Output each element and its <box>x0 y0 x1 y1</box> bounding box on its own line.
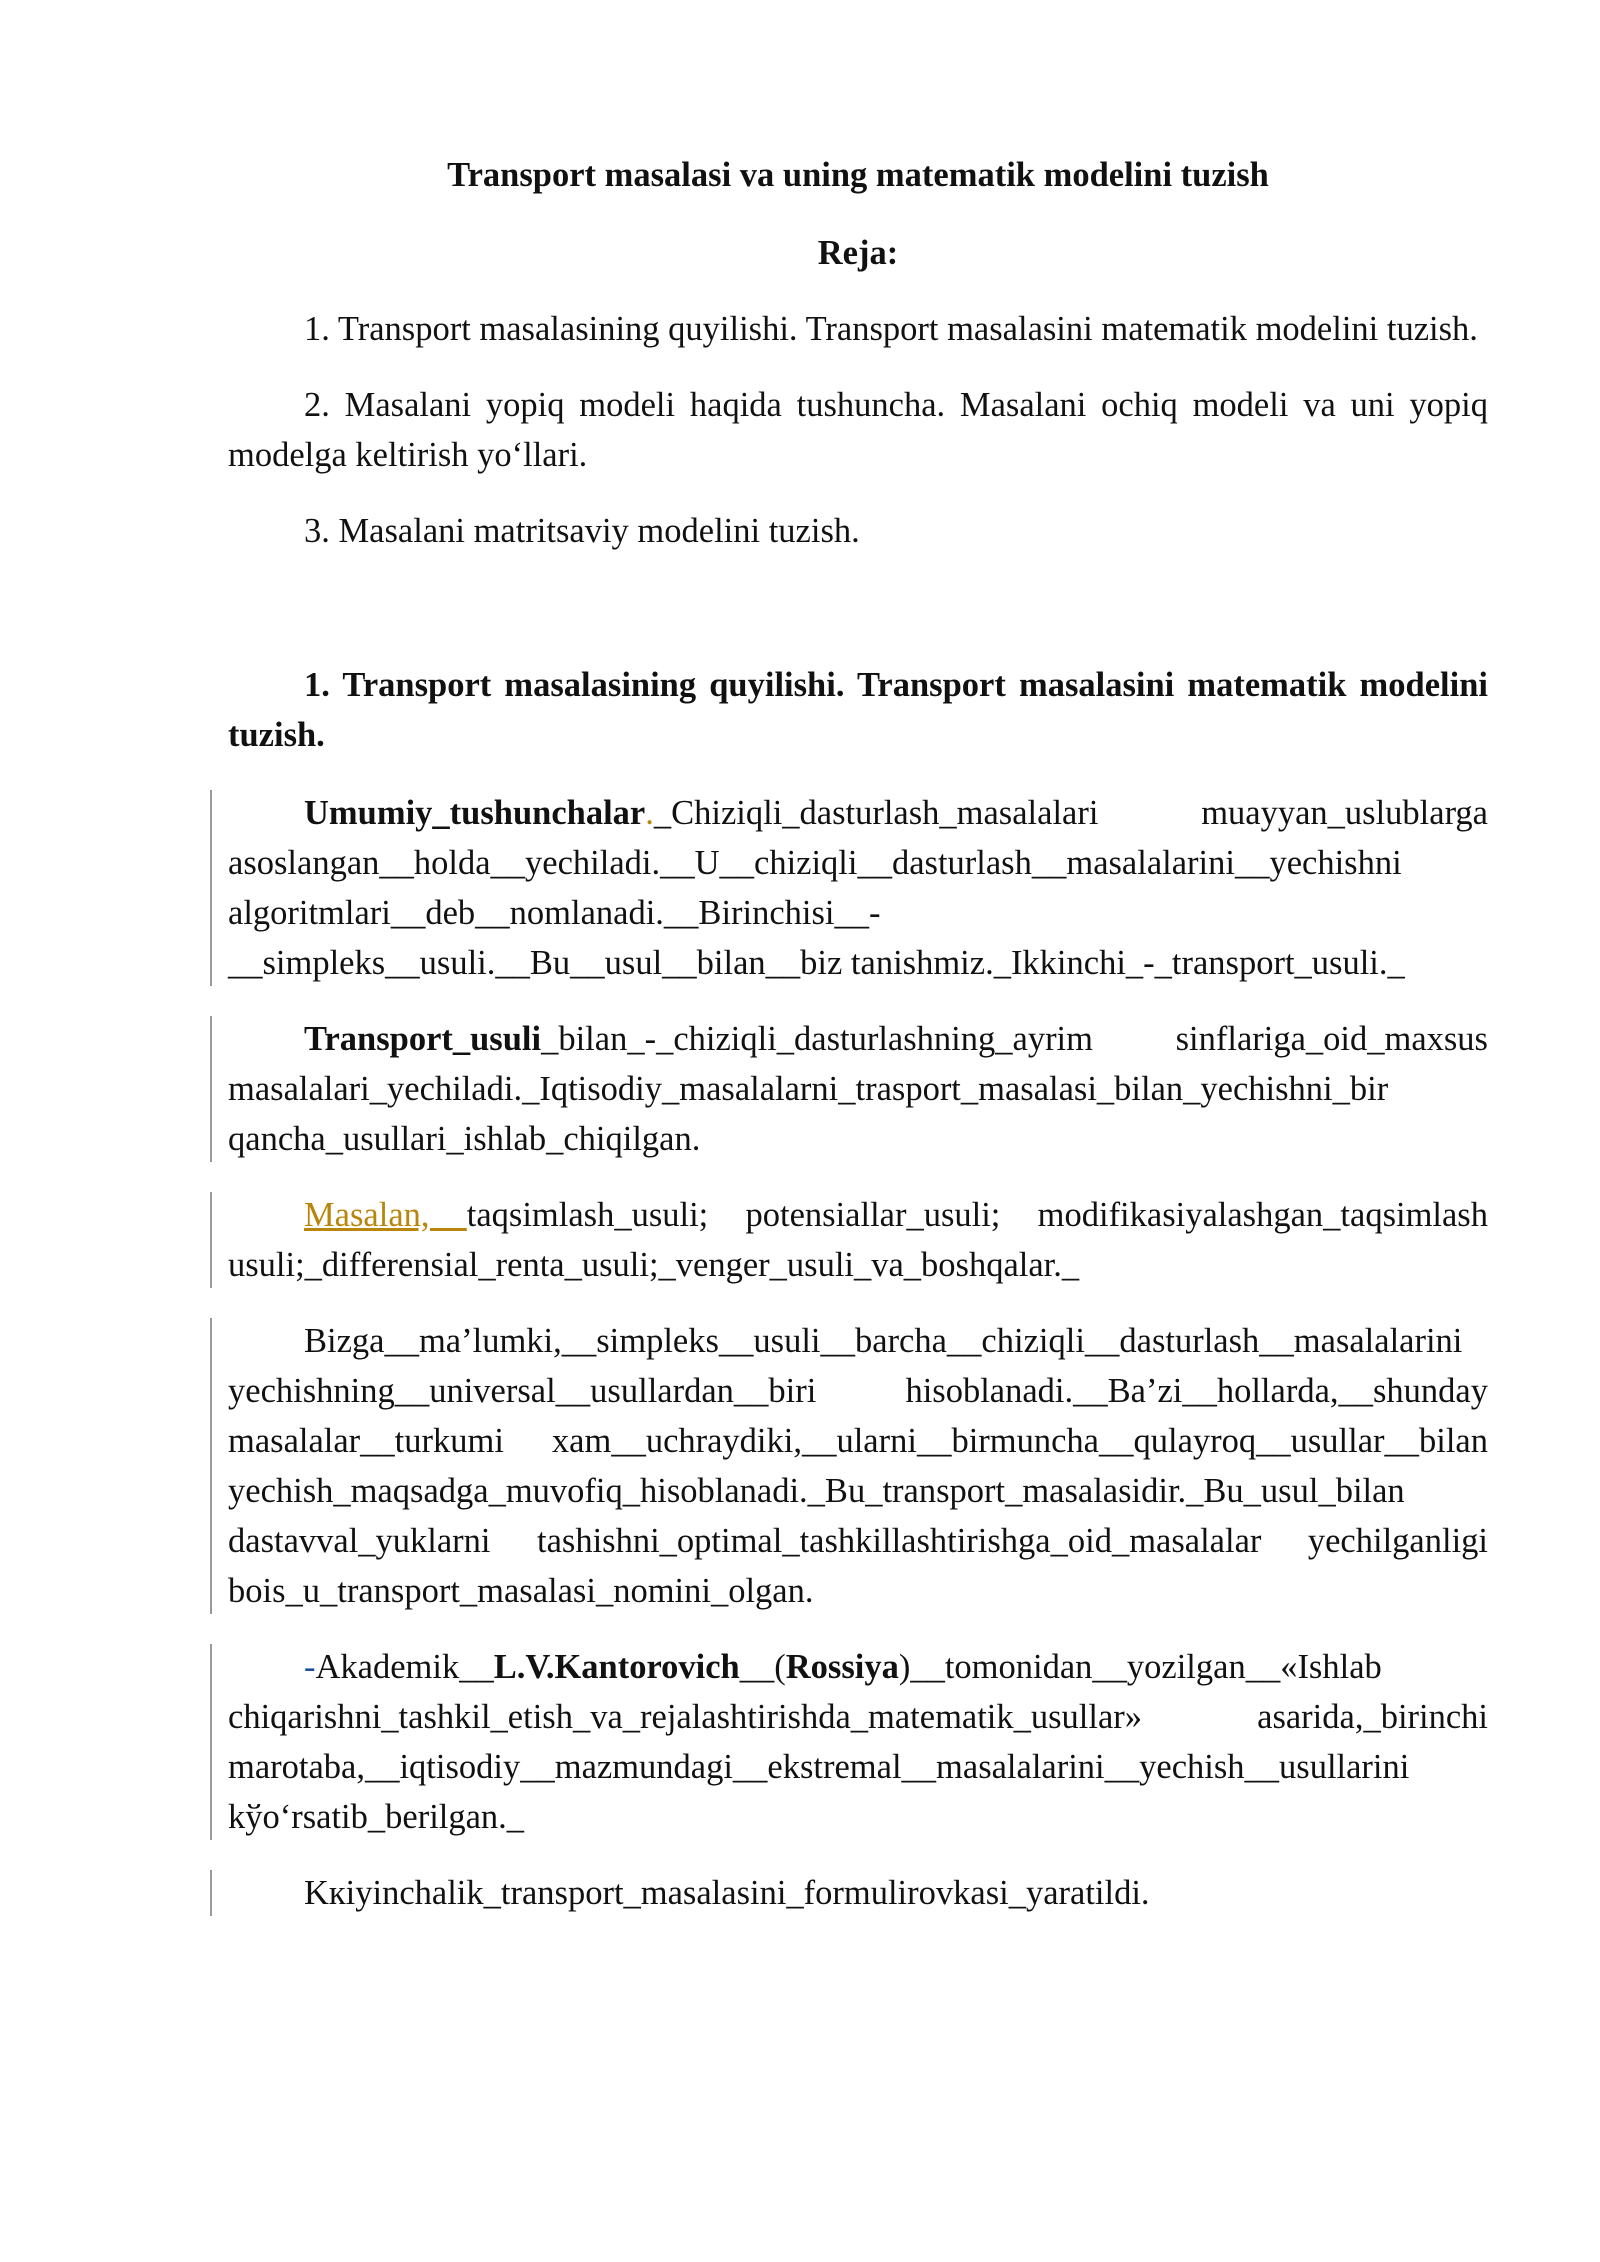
paragraph-text: taqsimlash_usuli; potensiallar_usuli; modifikasiyalashgan_taqsimlash usuli;_differensial_renta_usuli;_venger_usuli_va_boshqalar._ <box>228 1196 1488 1284</box>
paragraph-text: Bizga__ma’lumki,__simpleks__usuli__barcha__chiziqli__dasturlash__masalalarini yechishning__universal__usullardan__biri hisoblanadi.__Ba’zi__hollarda,__shunday masalalar__turkumi xam__uchraydiki,__ularni__birmuncha__qulayroq__usullar__bilan yechish_maqsadga_muvofiq_hisoblanadi._Bu_transport_masalasidir._Bu_usul_bilan dastavval_yuklarni tashishni_optimal_tashkillashtirishga_oid_masalalar yechilganligi bois_u_transport_masalasi_nomini_olgan. <box>228 1322 1488 1610</box>
paragraph-simplex <box>228 1316 1488 1616</box>
tracked-deletion-mark: - <box>304 1648 316 1686</box>
plan-item-1: 1. Transport masalasining quyilishi. Transport masalasini matematik modelini tuzish. <box>304 310 1478 348</box>
paragraph-general-concepts <box>228 788 1488 988</box>
plan-item-2: 2. Masalani yopiq modeli haqida tushuncha. Masalani ochiq modeli va uni yopiq modelga keltirish yo‘llari. <box>228 386 1488 474</box>
paragraph-text-before: Akademik__ <box>315 1648 494 1686</box>
paragraph-transport-method <box>228 1014 1488 1164</box>
document-title: Transport masalasi va uning matematik modelini tuzish <box>447 156 1269 194</box>
paragraph-examples <box>228 1190 1488 1290</box>
tracked-change-mark: . <box>645 794 654 832</box>
paragraph-kantorovich <box>228 1642 1488 1842</box>
paragraph-text-after: )__tomonidan__yozilgan__«Ishlab chiqarishni_tashkil_etish_va_rejalashtirishda_matematik_usullar» asarida,_birinchi marotaba,__iqtisodiy__mazmundagi__ekstremal__masalalarini__yechish__usullarini kўo‘rsatib_berilgan._ <box>228 1648 1488 1836</box>
plan-heading: Reja: <box>817 234 899 272</box>
author-name: L.V.Kantorovich <box>493 1648 740 1686</box>
paragraph-text-mid: __( <box>739 1648 786 1686</box>
paragraph-lead: Transport_usuli <box>304 1020 542 1058</box>
paragraph-text: _bilan_-_chiziqli_dasturlashning_ayrim sinflariga_oid_maxsus masalalari_yechiladi._Iqtisodiy_masalalarni_trasport_masalasi_bilan_yechishni_bir qancha_usullari_ishlab_chiqilgan. <box>228 1020 1488 1158</box>
paragraph-text: _Chiziqli_dasturlash_masalalari muayyan_uslublarga asoslangan__holda__yechiladi.__U__chiziqli__dasturlash__masalalarini__yechishni algoritmlari__deb__nomlanadi.__Birinchisi__-__simpleks__usuli.__Bu__usul__bilan__biz tanishmiz._Ikkinchi_-_transport_usuli._ <box>228 794 1488 982</box>
paragraph-lead: Umumiy_tushunchalar <box>304 794 646 832</box>
tracked-insertion: Masalan, <box>304 1196 467 1234</box>
country-name: Rossiya <box>785 1648 899 1686</box>
document-page <box>228 150 1488 1944</box>
paragraph-text: Kкiyinchalik_transport_masalasini_formulirovkasi_yaratildi. <box>304 1874 1150 1912</box>
plan-item-3: 3. Masalani matritsaviy modelini tuzish. <box>304 512 860 550</box>
section-heading: 1. Transport masalasining quyilishi. Transport masalasini matematik modelini tuzish. <box>228 666 1488 754</box>
paragraph-later <box>228 1868 1488 1918</box>
